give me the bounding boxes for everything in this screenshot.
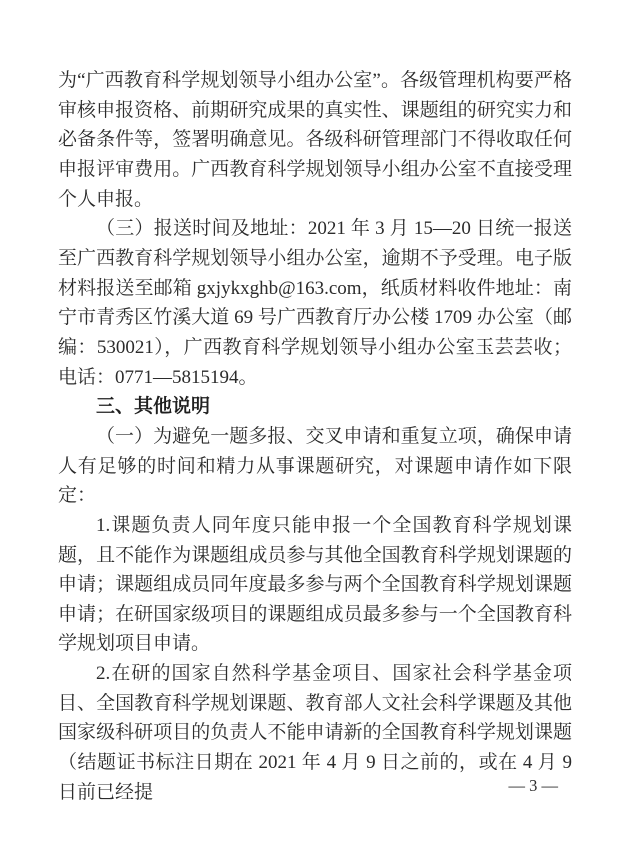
paragraph: （三）报送时间及地址：2021 年 3 月 15—20 日统一报送至广西教育科学规划领导小组办公室，逾期不予受理。电子版材料报送至邮箱 gxjykxghb@163.com，纸质材料收件地址：南宁市青秀区竹溪大道 69 号广西教育厅办公楼 1709 办公室（邮编：530021），广西教育科学规划领导小组办公室玉芸芸收；电话：0771—5815194。 xyxy=(58,218,572,388)
paragraph: 为“广西教育科学规划领导小组办公室”。各级管理机构要严格审核申报资格、前期研究成果的真实性、课题组的研究实力和必备条件等，签署明确意见。各级科研管理部门不得收取任何申报评审费用。广西教育科学规划领导小组办公室不直接受理个人申报。 xyxy=(58,70,572,210)
paragraph: （一）为避免一题多报、交叉申请和重复立项，确保申请人有足够的时间和精力从事课题研究，对课题申请作如下限定： xyxy=(58,425,572,507)
paragraph: 1.课题负责人同年度只能申报一个全国教育科学规划课题，且不能作为课题组成员参与其他全国教育科学规划课题的申请；课题组成员同年度最多参与两个全国教育科学规划课题申请；在研国家级项目的课题组成员最多参与一个全国教育科学规划项目申请。 xyxy=(58,514,572,655)
page-number: — 3 — xyxy=(508,776,558,795)
paragraph: 2.在研的国家自然科学基金项目、国家社会科学基金项目、全国教育科学规划课题、教育部人文社会科学课题及其他国家级科研项目的负责人不能申请新的全国教育科学规划课题（结题证书标注日期在 2021 年 4 月 9 日之前的，或在 4 月 9 日前已经提 xyxy=(58,663,572,803)
section-heading: 三、其他说明 xyxy=(96,396,211,418)
document-body xyxy=(58,66,572,807)
